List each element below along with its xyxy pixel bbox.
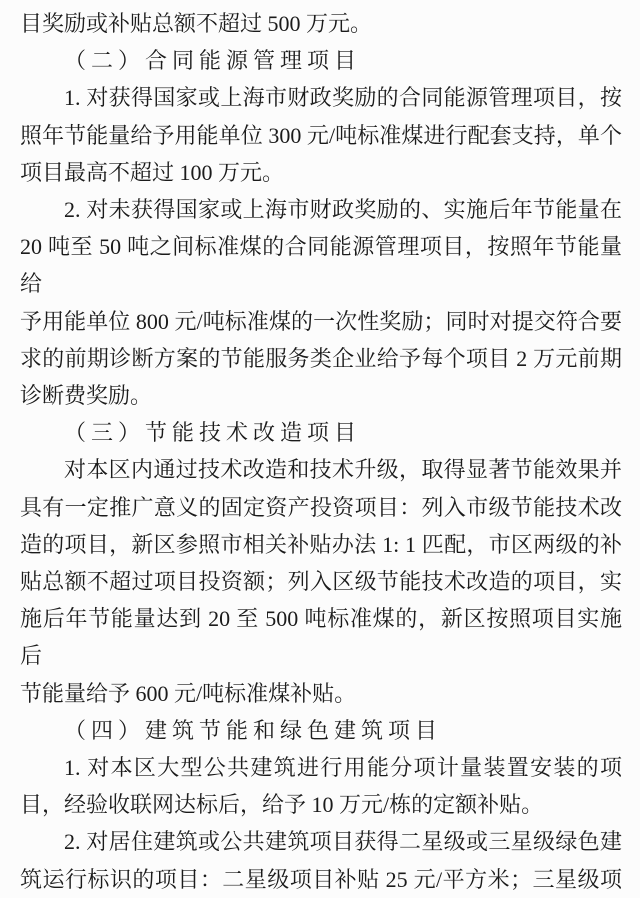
text-line: 贴总额不超过项目投资额；列入区级节能技术改造的项目，实 xyxy=(20,569,622,595)
text-line: （三）节能技术改造项目 xyxy=(64,420,362,446)
text-line: 目奖励或补贴总额不超过 500 万元。 xyxy=(20,11,373,36)
text-line: 1. 对获得国家或上海市财政奖励的合同能源管理项目，按 xyxy=(64,85,622,111)
text-line: 节能量给予 600 元/吨标准煤补贴。 xyxy=(20,680,357,706)
text-line: （二）合同能源管理项目 xyxy=(64,48,362,74)
text-line: 施后年节能量达到 20 至 500 吨标准煤的，新区按照项目实施后 xyxy=(20,606,622,669)
text-line: 诊断费奖励。 xyxy=(20,383,153,409)
text-line: 照年节能量给予用能单位 300 元/吨标准煤进行配套支持，单个 xyxy=(20,122,622,148)
text-line: 具有一定推广意义的固定资产投资项目：列入市级节能技术改 xyxy=(20,494,622,520)
text-line: 筑运行标识的项目：二星级项目补贴 25 元/平方米；三星级项 xyxy=(20,866,622,892)
text-line: 2. 对居住建筑或公共建筑项目获得二星级或三星级绿色建 xyxy=(64,829,622,855)
text-line: 项目最高不超过 100 万元。 xyxy=(20,159,285,185)
text-line: 对本区内通过技术改造和技术升级，取得显著节能效果并 xyxy=(64,457,622,483)
text-line: 造的项目，新区参照市相关补贴办法 1: 1 匹配，市区两级的补 xyxy=(20,531,622,557)
text-line: 20 吨至 50 吨之间标准煤的合同能源管理项目，按照年节能量给 xyxy=(20,234,622,297)
document-body xyxy=(20,5,622,898)
text-line: 求的前期诊断方案的节能服务类企业给予每个项目 2 万元前期 xyxy=(20,345,622,371)
text-line: 1. 对本区大型公共建筑进行用能分项计量装置安装的项 xyxy=(64,755,622,781)
text-line: （四）建筑节能和绿色建筑项目 xyxy=(64,717,443,743)
text-line: 2. 对未获得国家或上海市财政奖励的、实施后年节能量在 xyxy=(64,197,622,223)
text-line: 予用能单位 800 元/吨标准煤的一次性奖励；同时对提交符合要 xyxy=(20,308,622,334)
text-line: 目，经验收联网达标后，给予 10 万元/栋的定额补贴。 xyxy=(20,792,544,818)
